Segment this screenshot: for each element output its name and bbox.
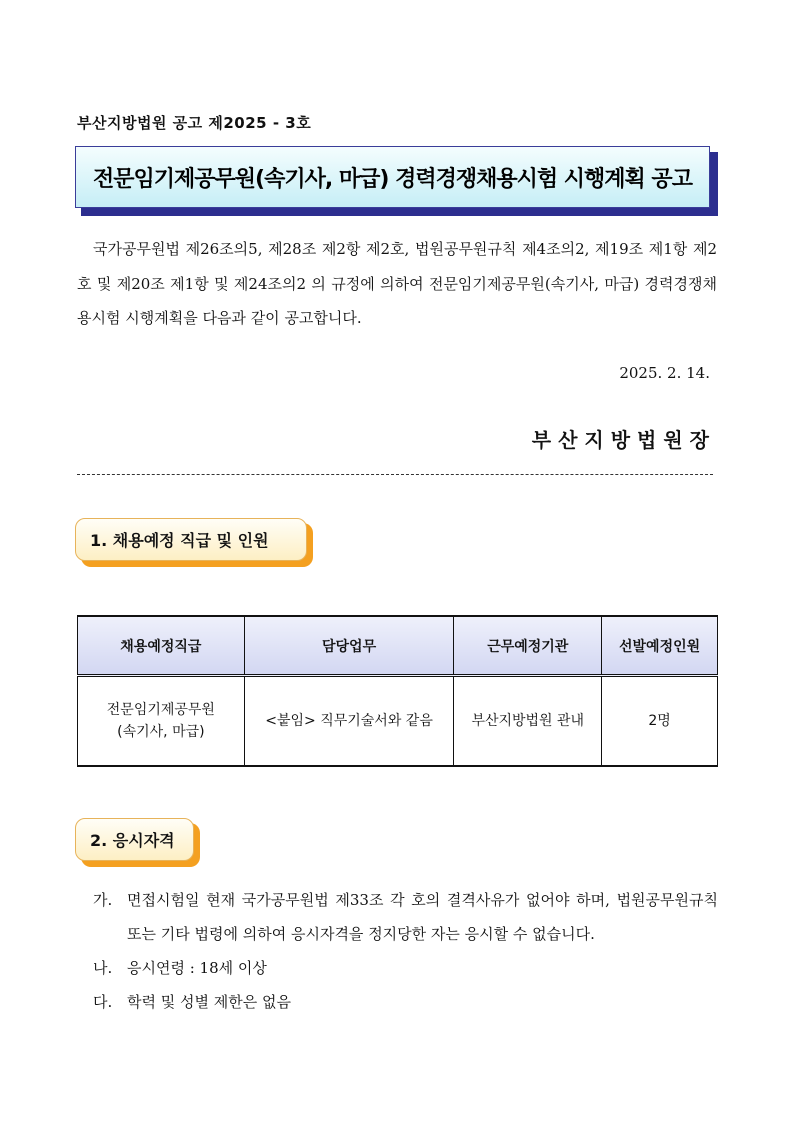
notice-number: 부산지방법원 공고 제2025 - 3호	[77, 114, 312, 132]
list-marker: 다.	[93, 993, 113, 1011]
cell-duty: <붙임> 직무기술서와 같음	[244, 676, 454, 767]
cell-count: 2명	[602, 676, 718, 767]
cell-agency: 부산지방법원 관내	[454, 676, 602, 767]
cell-grade	[78, 676, 245, 767]
section2-heading: 2. 응시자격	[75, 818, 194, 861]
jobs-table	[77, 615, 718, 767]
issuer-name: 부산지방법원장	[531, 428, 716, 452]
section1-heading: 1. 채용예정 직급 및 인원	[75, 518, 307, 561]
list-item	[93, 951, 718, 985]
notice-date: 2025. 2. 14.	[619, 364, 710, 382]
list-text: 면접시험일 현재 국가공무원법 제33조 각 호의 결격사유가 없어야 하며, 법원공무원규칙 또는 기타 법령에 의하여 응시자격을 정지당한 자는 응시할 수 없습니다.	[127, 891, 718, 943]
header-duty: 담당업무	[244, 616, 454, 676]
cell-grade-line1: 전문임기제공무원	[106, 702, 215, 718]
divider-line	[77, 474, 713, 475]
intro-paragraph: 국가공무원법 제26조의5, 제28조 제2항 제2호, 법원공무원규칙 제4조의2, 제19조 제1항 제2호 및 제20조 제1항 및 제24조의2 의 규정에 의하여 전문임기제공무원(속기사, 마급) 경력경쟁채용시험 시행계획을 다음과 같이 공고합니다.	[77, 240, 717, 327]
list-text: 학력 및 성별 제한은 없음	[127, 993, 291, 1011]
page-title: 전문임기제공무원(속기사, 마급) 경력경쟁채용시험 시행계획 공고	[75, 146, 710, 208]
header-grade: 채용예정직급	[78, 616, 245, 676]
list-item	[93, 985, 718, 1019]
table-header-row	[78, 616, 718, 676]
list-marker: 가.	[93, 891, 113, 909]
table-row	[78, 676, 718, 767]
list-text: 응시연령 : 18세 이상	[127, 959, 267, 977]
header-agency: 근무예정기관	[454, 616, 602, 676]
cell-grade-line2: (속기사, 마급)	[117, 724, 205, 740]
header-count: 선발예정인원	[602, 616, 718, 676]
list-marker: 나.	[93, 959, 113, 977]
qualification-list	[93, 883, 718, 1019]
list-item	[93, 883, 718, 951]
